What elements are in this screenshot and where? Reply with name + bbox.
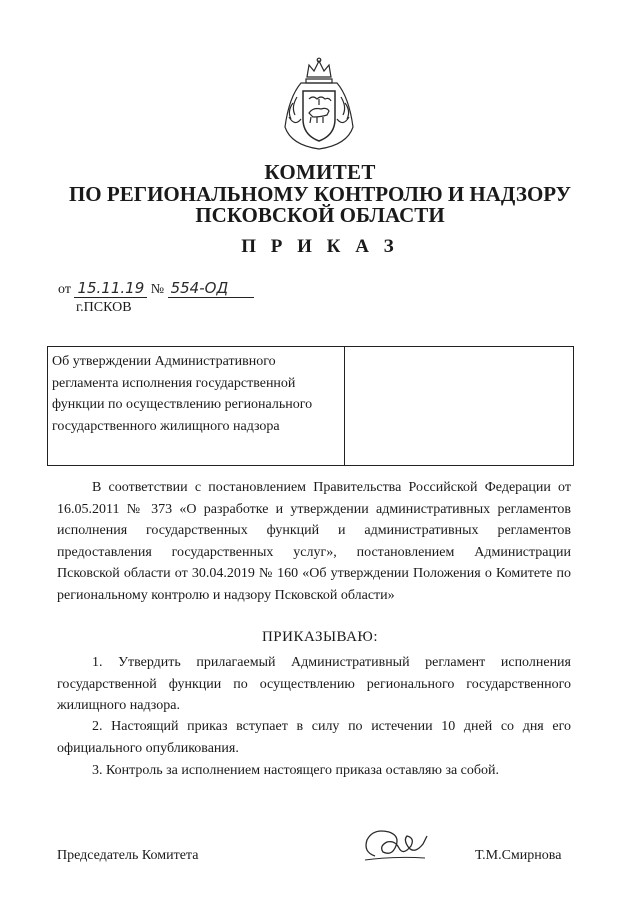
order-item-1: 1. Утвердить прилагаемый Административный регламент исполнения государственной функции по осуществлению регионального государственного жилищного надзора. [57, 655, 571, 713]
subject-box-divider [344, 347, 345, 465]
signatory-name: Т.М.Смирнова [475, 848, 562, 863]
preamble-paragraph: В соответствии с постановлением Правительства Российской Федерации от 16.05.2011 № 373 «О разработке и утверждении административных регламентов исполнения государственных функций и административных регламентов предоставления государственных услуг», постановлением Администрации Псковской области от 30.04.2019 № 160 «Об утверждении Положения о Комитете по региональному контролю и надзору Псковской области» [57, 480, 571, 603]
order-date-number [58, 281, 254, 298]
order-date: 15.11.19 [77, 279, 145, 297]
order-number: 554-ОД [170, 279, 229, 297]
committee-region: ПСКОВСКОЙ ОБЛАСТИ [195, 203, 445, 227]
subject-box [47, 346, 574, 466]
signature-icon [355, 822, 435, 866]
committee-subtitle: ПО РЕГИОНАЛЬНОМУ КОНТРОЛЮ И НАДЗОРУ [68, 182, 572, 206]
order-item-2: 2. Настоящий приказ вступает в силу по истечении 10 дней со дня его официального опубликования. [57, 719, 571, 756]
city-label: г.ПСКОВ [76, 300, 132, 315]
signatory-role: Председатель Комитета [57, 848, 199, 863]
order-item-3: 3. Контроль за исполнением настоящего приказа оставляю за собой. [92, 763, 500, 778]
date-prefix: от [58, 282, 71, 297]
committee-title: КОМИТЕТ [264, 160, 376, 184]
subject-text: Об утверждении Административного регламента исполнения государственной функции по осуществлению регионального государственного жилищного надзора [52, 354, 313, 434]
directive-heading: ПРИКАЗЫВАЮ: [261, 629, 379, 645]
number-prefix: № [150, 282, 165, 297]
document-type: П Р И К А З [241, 236, 399, 257]
coat-of-arms-icon [279, 57, 359, 153]
